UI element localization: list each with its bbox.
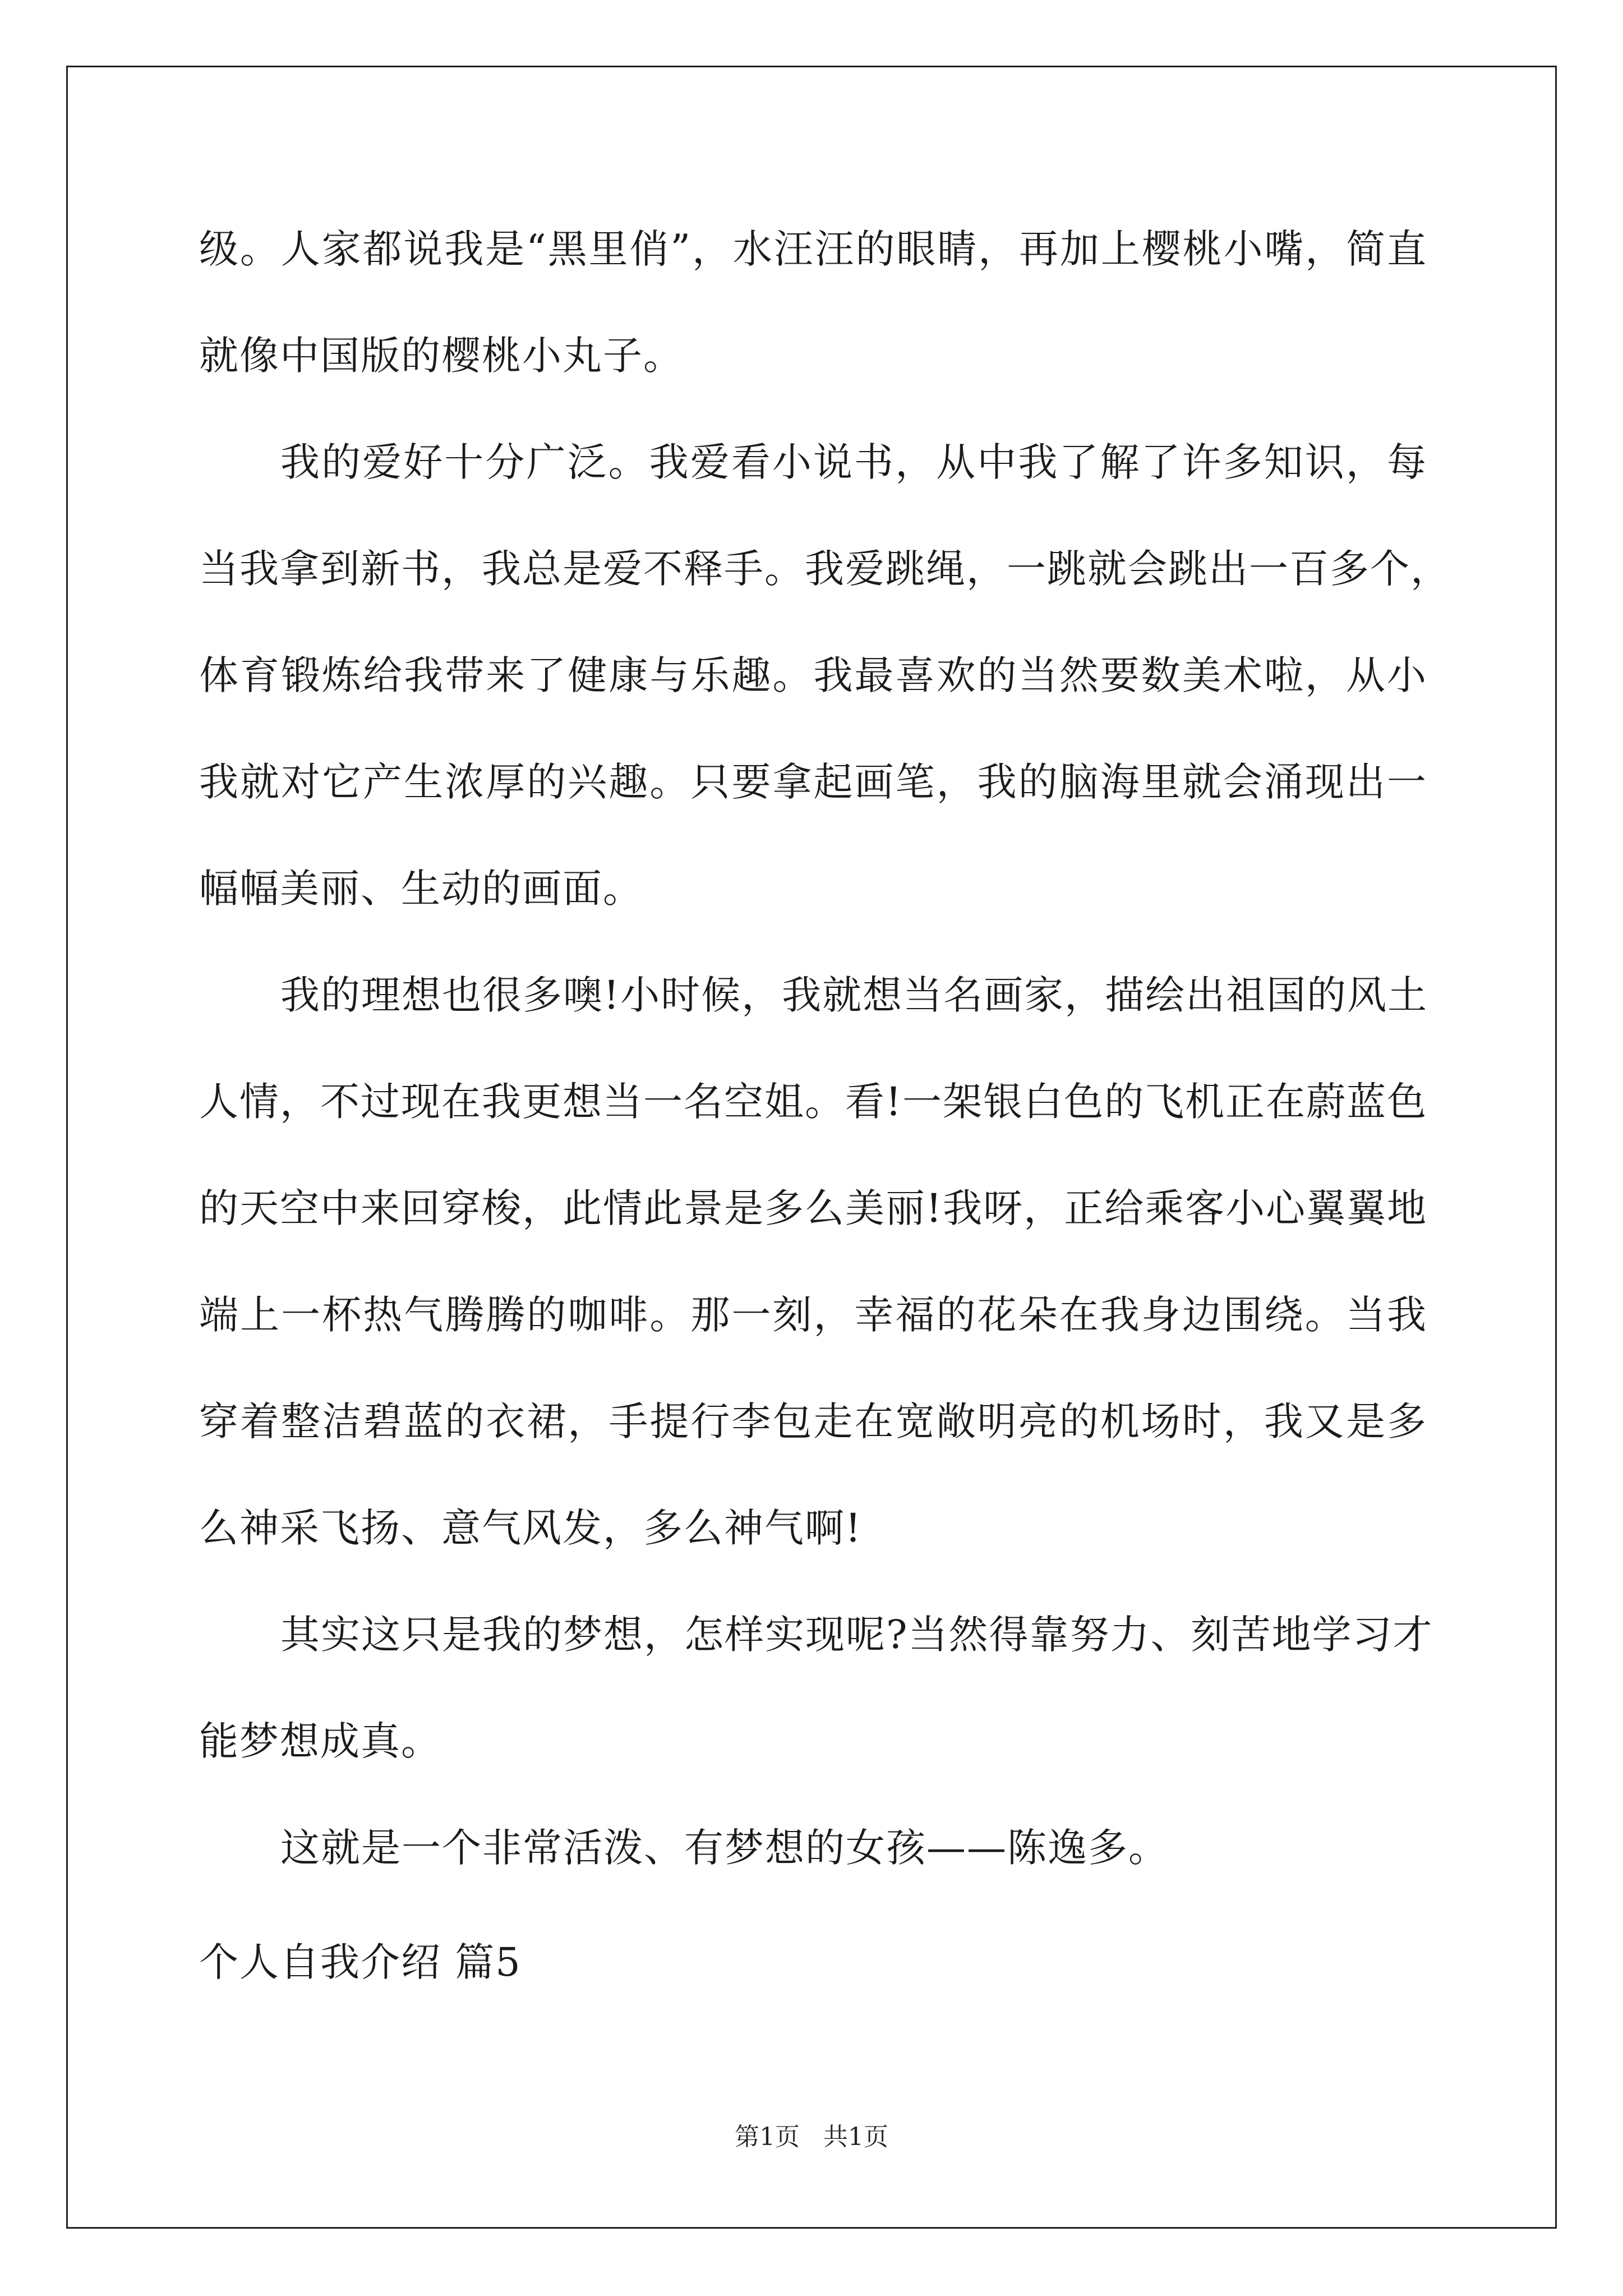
- page-footer: 第1页 共1页: [735, 2123, 888, 2151]
- text-line: 就像中国版的樱桃小丸子。: [199, 333, 684, 379]
- text-line: 能梦想成真。: [199, 1718, 441, 1764]
- paragraph-first-line: 其实这只是我的梦想，怎样实现呢?当然得靠努力、刻苦地学习才: [280, 1612, 1433, 1658]
- paragraph-first-line: 我的爱好十分广泛。我爱看小说书，从中我了解了许多知识，每: [280, 439, 1427, 485]
- text-line: 体育锻炼给我带来了健康与乐趣。我最喜欢的当然要数美术啦，从小: [199, 652, 1427, 698]
- text-line: 幅幅美丽、生动的画面。: [199, 866, 643, 912]
- text-line: 穿着整洁碧蓝的衣裙，手提行李包走在宽敞明亮的机场时，我又是多: [199, 1398, 1427, 1444]
- paragraph-first-line: 我的理想也很多噢!小时候，我就想当名画家，描绘出祖国的风土: [280, 972, 1428, 1018]
- text-line: 的天空中来回穿梭，此情此景是多么美丽!我呀，正给乘客小心翼翼地: [199, 1185, 1428, 1231]
- text-line: 级。人家都说我是“黑里俏”，水汪汪的眼睛，再加上樱桃小嘴，简直: [199, 226, 1427, 272]
- text-line: 人情，不过现在我更想当一名空姐。看!一架银白色的飞机正在蔚蓝色: [199, 1079, 1428, 1125]
- text-line: 么神采飞扬、意气风发，多么神气啊!: [199, 1505, 863, 1551]
- text-line: 当我拿到新书，我总是爱不释手。我爱跳绳，一跳就会跳出一百多个，: [199, 546, 1451, 592]
- section-heading: 个人自我介绍 篇5: [199, 1939, 522, 1985]
- text-line: 端上一杯热气腾腾的咖啡。那一刻，幸福的花朵在我身边围绕。当我: [199, 1292, 1427, 1338]
- paragraph-first-line: 这就是一个非常活泼、有梦想的女孩——陈逸多。: [280, 1825, 1169, 1871]
- page-border: [66, 66, 1557, 2229]
- text-line: 我就对它产生浓厚的兴趣。只要拿起画笔，我的脑海里就会涌现出一: [199, 759, 1427, 805]
